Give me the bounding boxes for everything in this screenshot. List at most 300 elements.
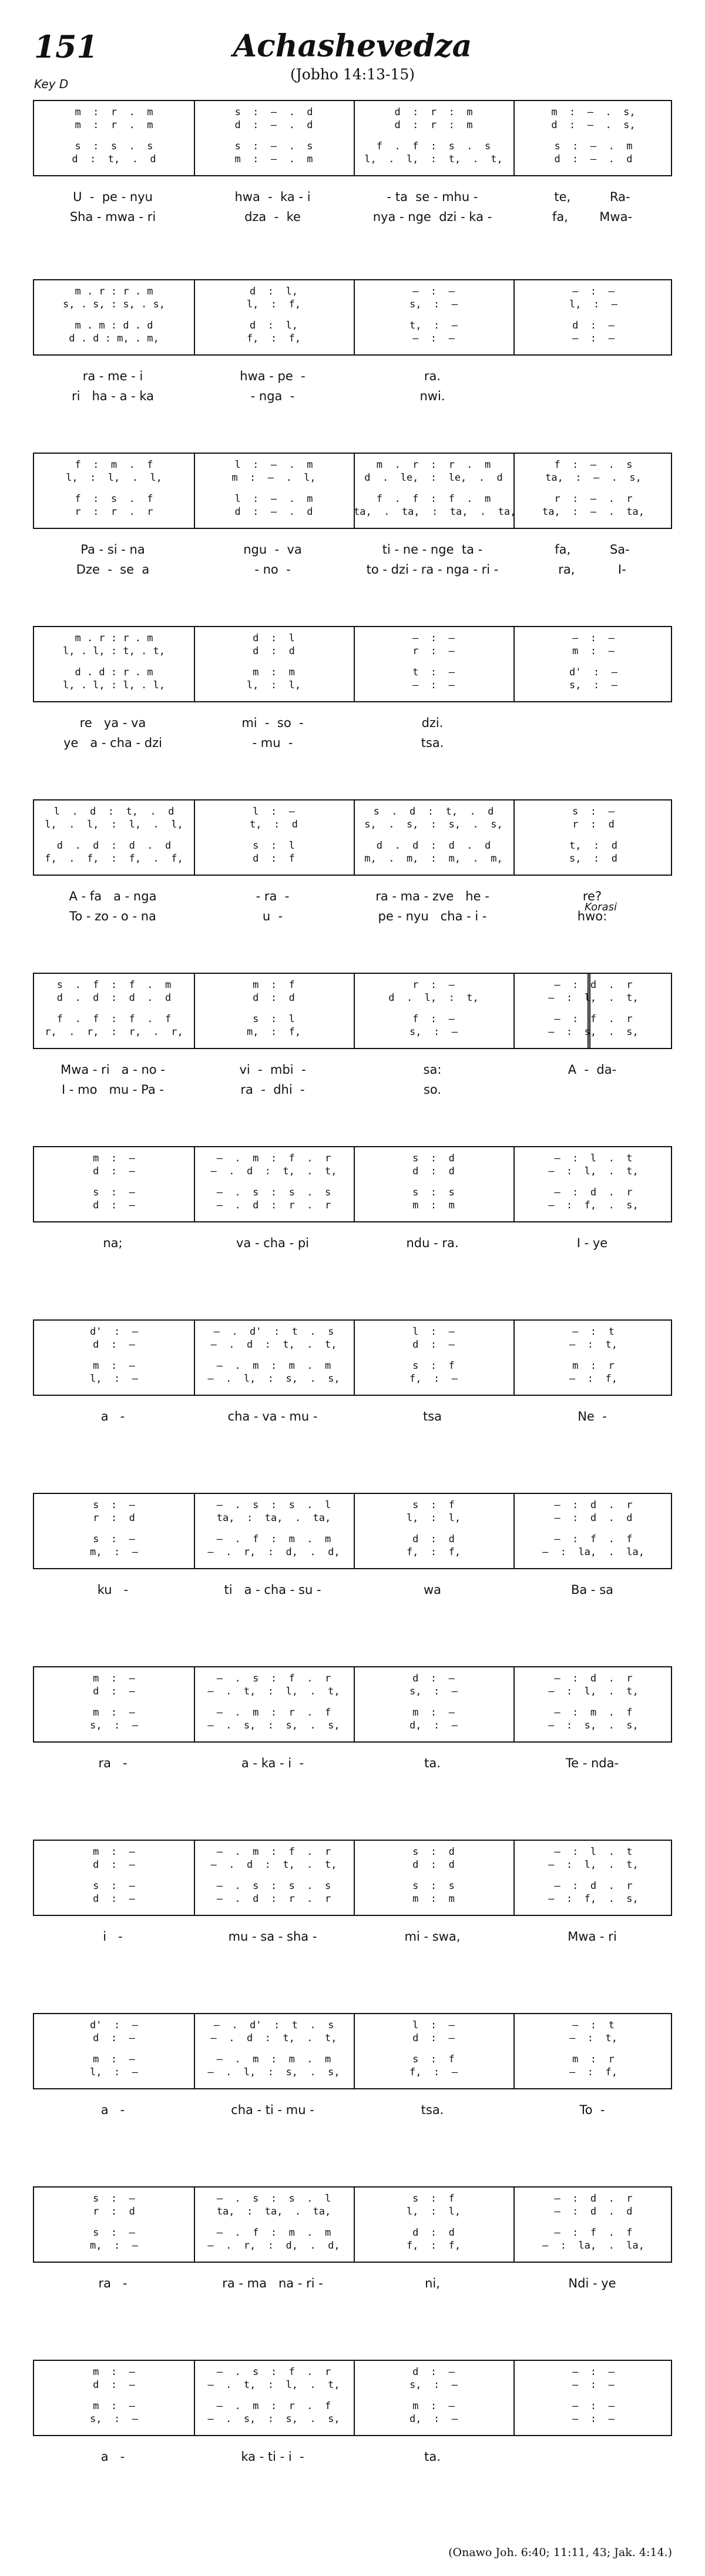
staff-box <box>33 100 672 176</box>
measure-notes: r : – . r <box>554 493 633 505</box>
measure-notes: l, . l, : l, . l, <box>45 819 183 830</box>
voice-part-row <box>34 806 673 817</box>
measure-notes: t, : d <box>250 819 298 830</box>
measure-notes: — : t <box>572 2019 615 2031</box>
voice-part-row <box>34 1707 673 1718</box>
staff-box <box>33 2186 672 2263</box>
measure-notes: m : — <box>93 2366 135 2378</box>
lyric-line <box>33 540 672 560</box>
measure-notes: l, : — <box>90 1373 138 1385</box>
lyric-syllables: ra - <box>98 2276 127 2290</box>
lyric-line <box>33 886 672 906</box>
voice-part-row <box>34 1673 673 1684</box>
lyric-syllables: ye a - cha - dzi <box>63 736 162 750</box>
lyric-syllables: Te - nda- <box>565 1756 619 1770</box>
lyric-syllables: ta. <box>424 1756 441 1770</box>
music-system <box>33 453 672 579</box>
measure-notes: – . d : t, . t, <box>210 1165 337 1177</box>
measure-notes: – . s, : s, . s, <box>207 2413 340 2425</box>
measure-notes: d' : — <box>569 666 617 678</box>
measure-notes: — : l, . t, <box>548 1859 639 1871</box>
lyric-syllables: ra - <box>98 1756 127 1770</box>
measure-notes: s : — <box>93 1880 135 1892</box>
voice-part-row <box>34 299 673 310</box>
measure-notes: d : l <box>253 632 295 644</box>
measure-notes: – . m : m . m <box>216 2054 331 2065</box>
measure-notes: — : f, . s, <box>548 1893 639 1905</box>
lyric-line <box>33 1080 672 1100</box>
lyric-syllables: dza - ke <box>244 210 301 224</box>
measure-notes: l, : l, <box>406 2206 461 2217</box>
lyric-line <box>33 1060 672 1080</box>
lyric-line <box>33 187 672 207</box>
measure-notes: s : – . d <box>234 106 313 118</box>
lyric-syllables: Mwa - ri <box>568 1930 617 1944</box>
measure-notes: d : f <box>253 853 295 865</box>
measure-notes: t, : — <box>409 320 458 331</box>
measure-notes: m : m <box>412 1893 455 1905</box>
lyric-line <box>33 2447 672 2467</box>
measure-notes: m . r : r . m <box>376 459 491 471</box>
lyric-line <box>33 906 672 926</box>
measure-notes: – . m : f . r <box>216 1153 331 1164</box>
lyric-syllables: cha - ti - mu - <box>231 2103 314 2117</box>
voice-part-row <box>34 2227 673 2238</box>
measure-notes: l, : f, <box>246 299 301 310</box>
lyric-syllables <box>512 366 672 386</box>
footnote-references: (Onawo Joh. 6:40; 11:11, 43; Jak. 4:14.) <box>448 2546 672 2559</box>
measure-notes: d : d <box>412 1165 455 1177</box>
measure-notes: m : — <box>412 2400 455 2412</box>
lyric-syllables: dzi. <box>421 716 444 730</box>
measure-notes: m : – . m <box>234 153 313 165</box>
lyric-syllables: sa: <box>423 1063 442 1077</box>
measure-notes: — : f, <box>569 2066 617 2078</box>
measure-notes: – . d : t, . t, <box>210 2032 337 2044</box>
music-system <box>33 973 672 1100</box>
measure-notes: d . d : m, . m, <box>69 333 159 344</box>
measure-notes: – . m : r . f <box>216 1707 331 1719</box>
lyric-line <box>33 560 672 579</box>
measure-notes: r : d <box>93 2206 135 2217</box>
lyric-syllables: u - <box>262 909 283 923</box>
measure-notes: – . r, : d, . d, <box>207 2240 340 2252</box>
voice-part-row <box>34 853 673 864</box>
voice-part-row <box>34 840 673 851</box>
measure-notes: m, : — <box>90 1546 138 1558</box>
voice-part-row <box>34 320 673 331</box>
lyric-syllables: Ndi - ye <box>568 2276 616 2290</box>
measure-notes: d : — <box>93 1200 135 1211</box>
measure-notes: — : f, . s, <box>548 1200 639 1211</box>
measure-notes: d : – . s, <box>551 119 636 131</box>
measure-notes: m : – . l, <box>231 472 316 484</box>
lyric-syllables: hwa - pe - <box>240 369 306 383</box>
measure-notes: l, . l, : l, . l, <box>63 679 165 691</box>
music-system <box>33 1146 672 1253</box>
measure-notes: l, : l, <box>406 1512 461 1524</box>
lyric-syllables: hwa - ka - i <box>234 190 311 204</box>
voice-part-row <box>34 460 673 470</box>
lyric-syllables: so. <box>423 1083 442 1097</box>
measure-notes: — : d . r <box>554 979 633 991</box>
measure-notes: — : — <box>412 286 455 297</box>
measure-notes: t, : d <box>569 840 617 852</box>
staff-box <box>33 1493 672 1569</box>
lyric-syllables: mi - so - <box>241 716 304 730</box>
voice-part-row <box>34 1153 673 1164</box>
measure-notes: f . f : f . f <box>56 1013 172 1025</box>
staff-box <box>33 1319 672 1396</box>
voice-part-row <box>34 1686 673 1697</box>
measure-notes: d : – . d <box>554 153 633 165</box>
lyric-syllables: cha - va - mu - <box>227 1409 318 1423</box>
measure-notes: – . f : m . m <box>216 1533 331 1545</box>
lyric-line <box>33 386 672 406</box>
lyric-syllables <box>512 1080 672 1100</box>
measure-notes: m : r <box>572 1360 615 1372</box>
measure-notes: – . s : f . r <box>216 2366 331 2378</box>
measure-notes: — : — <box>572 333 615 344</box>
measure-notes: — : — <box>412 632 455 644</box>
scripture-reference: (Jobho 14:13-15) <box>290 66 415 83</box>
lyric-syllables: tsa. <box>421 736 444 750</box>
measure-notes: s : – . m <box>554 140 633 152</box>
measure-notes: – . d : r . r <box>216 1893 331 1905</box>
measure-notes: s : f <box>412 1499 455 1511</box>
measure-notes: s, : — <box>90 2413 138 2425</box>
voice-part-row <box>34 2020 673 2031</box>
lyric-syllables: Pa - si - na <box>80 542 145 557</box>
measure-notes: – . s : s . l <box>216 2193 331 2205</box>
voice-part-row <box>34 1881 673 1891</box>
music-system <box>33 2013 672 2120</box>
measure-notes: d : — <box>572 320 615 331</box>
voice-part-row <box>34 2380 673 2390</box>
measure-notes: s, : — <box>409 2379 458 2391</box>
measure-notes: f : m . f <box>75 459 153 471</box>
voice-part-row <box>34 507 673 517</box>
lyric-line <box>33 1753 672 1773</box>
measure-notes: s : l <box>253 1013 295 1025</box>
measure-notes: m : m <box>412 1200 455 1211</box>
measure-notes: d . d : r . m <box>75 666 153 678</box>
measure-notes: — : d . d <box>554 1512 633 1524</box>
measure-notes: f, : — <box>409 1373 458 1385</box>
measure-notes: d : – . d <box>234 506 313 518</box>
measure-notes: l, : — <box>569 299 617 310</box>
lyric-syllables: Sha - mwa - ri <box>69 210 156 224</box>
measure-notes: – . m : f . r <box>216 1846 331 1858</box>
measure-notes: — : la, . la, <box>542 1546 644 1558</box>
measure-notes: d : l, <box>250 320 298 331</box>
measure-notes: – . s : s . s <box>216 1187 331 1198</box>
lyric-syllables: ra. <box>424 369 441 383</box>
measure-notes: s : l <box>253 840 295 852</box>
lyric-syllables: - ta se - mhu - <box>387 190 478 204</box>
measure-notes: — : s, . s, <box>548 1026 639 1038</box>
measure-notes: m : — <box>93 1673 135 1684</box>
measure-notes: r : — <box>412 645 455 657</box>
measure-notes: m : f <box>253 979 295 991</box>
measure-notes: s : – . s <box>234 140 313 152</box>
lyric-syllables: ta. <box>424 2450 441 2464</box>
measure-notes: d : — <box>412 2032 455 2044</box>
lyric-syllables: tsa. <box>421 2103 444 2117</box>
measure-notes: s : s <box>412 1880 455 1892</box>
measure-notes: f, : — <box>409 2066 458 2078</box>
measure-notes: – . d : t, . t, <box>210 1859 337 1871</box>
measure-notes: – . m : m . m <box>216 1360 331 1372</box>
measure-notes: — : — <box>572 632 615 644</box>
voice-part-row <box>34 107 673 118</box>
music-system <box>33 1840 672 1947</box>
measure-notes: s, : — <box>90 1720 138 1731</box>
measure-notes: — : f . f <box>554 2227 633 2239</box>
measure-notes: d' : — <box>90 2019 138 2031</box>
lyric-line <box>33 1927 672 1947</box>
lyric-syllables <box>512 386 672 406</box>
measure-notes: r : — <box>412 979 455 991</box>
measure-notes: d : — <box>93 1893 135 1905</box>
measure-notes: s : s . s <box>75 140 153 152</box>
lyric-line <box>33 733 672 753</box>
lyric-syllables: va - cha - pi <box>236 1236 310 1250</box>
measure-notes: l, : l, <box>246 679 301 691</box>
measure-notes: t : — <box>412 666 455 678</box>
measure-notes: d : — <box>93 1165 135 1177</box>
lyric-syllables: Ba - sa <box>570 1583 613 1597</box>
lyric-line <box>33 1233 672 1253</box>
voice-part-row <box>34 494 673 504</box>
measure-notes: m, : f, <box>246 1026 301 1038</box>
voice-part-row <box>34 993 673 1003</box>
measure-notes: d : — <box>93 2379 135 2391</box>
voice-part-row <box>34 1014 673 1024</box>
measure-notes: f, . f, : f, . f, <box>45 853 183 865</box>
lyric-syllables: na; <box>103 1236 123 1250</box>
lyric-syllables: fa, Mwa- <box>552 210 633 224</box>
measure-notes: — : — <box>572 2413 615 2425</box>
measure-notes: l, . l, : t, . t, <box>63 645 165 657</box>
measure-notes: — : la, . la, <box>542 2240 644 2252</box>
lyric-line <box>33 2273 672 2293</box>
music-system <box>33 2186 672 2293</box>
measure-notes: r, . r, : r, . r, <box>45 1026 183 1038</box>
measure-notes: s : f <box>412 1360 455 1372</box>
lyric-syllables: vi - mbi - <box>239 1063 306 1077</box>
lyric-syllables: a - <box>100 1409 125 1423</box>
measure-notes: — : — <box>412 679 455 691</box>
voice-part-row <box>34 1339 673 1350</box>
lyric-syllables: mu - sa - sha - <box>228 1930 317 1944</box>
measure-notes: s : f <box>412 2193 455 2205</box>
measure-notes: f : – . s <box>554 459 633 471</box>
lyric-syllables: ra - dhi - <box>240 1083 305 1097</box>
music-system <box>33 799 672 926</box>
staff-box <box>33 799 672 876</box>
lyric-syllables: te, Ra- <box>554 190 630 204</box>
measure-notes: d : – . d <box>234 119 313 131</box>
measure-notes: d . le, : le, . d <box>364 472 503 484</box>
lyric-line <box>33 1406 672 1426</box>
voice-part-row <box>34 819 673 830</box>
lyric-syllables: a - ka - i - <box>241 1756 304 1770</box>
lyric-syllables: re ya - va <box>79 716 146 730</box>
lyric-syllables: ri ha - a - ka <box>71 389 155 403</box>
measure-notes: s : f <box>412 2054 455 2065</box>
lyric-line <box>33 2100 672 2120</box>
measure-notes: ta, : – . ta, <box>542 506 644 518</box>
lyric-syllables: A - fa a - nga <box>69 889 157 903</box>
measure-notes: s : — <box>93 1499 135 1511</box>
measure-notes: d : d <box>412 2227 455 2239</box>
measure-notes: l : — <box>253 806 295 818</box>
measure-notes: m : — <box>93 1360 135 1372</box>
lyric-syllables: ra, I- <box>558 562 626 577</box>
measure-notes: l : — <box>412 2019 455 2031</box>
measure-notes: m : r . m <box>75 106 153 118</box>
measure-notes: – . d' : t . s <box>213 2019 334 2031</box>
measure-notes: — : — <box>412 333 455 344</box>
measure-notes: s : — <box>93 1533 135 1545</box>
voice-part-row <box>34 1513 673 1523</box>
lyric-syllables <box>512 2447 672 2467</box>
lyric-syllables: ndu - ra. <box>406 1236 459 1250</box>
music-system <box>33 2360 672 2467</box>
lyric-syllables: ka - ti - i - <box>241 2450 304 2464</box>
measure-notes: s . d : t, . d <box>373 806 494 818</box>
lyric-syllables: - no - <box>254 562 291 577</box>
measure-notes: – . s : s . l <box>216 1499 331 1511</box>
voice-part-row <box>34 1860 673 1870</box>
key-signature: Key D <box>34 77 69 91</box>
measure-notes: d : d <box>253 992 295 1004</box>
lyric-syllables: re? <box>582 889 602 903</box>
measure-notes: d : — <box>412 1339 455 1351</box>
measure-notes: — : t <box>572 1326 615 1338</box>
voice-part-row <box>34 1847 673 1857</box>
lyric-syllables: tsa <box>422 1409 442 1423</box>
measure-notes: — : d . d <box>554 2206 633 2217</box>
lyric-syllables: ti a - cha - su - <box>224 1583 321 1597</box>
lyric-syllables: To - zo - o - na <box>69 909 156 923</box>
measure-notes: — : d . r <box>554 1673 633 1684</box>
measure-notes: d : d <box>412 1859 455 1871</box>
measure-notes: m : – . s, <box>551 106 636 118</box>
voice-part-row <box>34 646 673 656</box>
measure-notes: — : — <box>572 2366 615 2378</box>
measure-notes: m : — <box>93 1153 135 1164</box>
measure-notes: — : — <box>572 2400 615 2412</box>
voice-part-row <box>34 120 673 130</box>
measure-notes: d : r : m <box>394 119 473 131</box>
lyric-syllables: to - dzi - ra - nga - ri - <box>366 562 499 577</box>
measure-notes: s, . s, : s, . s, <box>63 299 165 310</box>
voice-part-row <box>34 1500 673 1510</box>
measure-notes: — : t, <box>569 1339 617 1351</box>
measure-notes: m . m : d . d <box>75 320 153 331</box>
lyric-syllables: mi - swa, <box>404 1930 461 1944</box>
measure-notes: m : — <box>93 2400 135 2412</box>
voice-part-row <box>34 2067 673 2078</box>
lyric-syllables: Mwa - ri a - no - <box>61 1063 165 1077</box>
measure-notes: d : — <box>412 2366 455 2378</box>
measure-notes: s, : — <box>409 299 458 310</box>
lyric-syllables: nwi. <box>419 389 445 403</box>
voice-part-row <box>34 1200 673 1211</box>
measure-notes: s : d <box>412 1846 455 1858</box>
lyric-syllables: I - mo mu - Pa - <box>62 1083 164 1097</box>
lyric-syllables: - nga - <box>250 389 295 403</box>
measure-notes: — : f . r <box>554 1013 633 1025</box>
staff-box <box>33 1840 672 1916</box>
voice-part-row <box>34 1166 673 1177</box>
voice-part-row <box>34 2206 673 2217</box>
measure-notes: m : m <box>253 666 295 678</box>
measure-notes: — : l . t <box>554 1153 633 1164</box>
lyric-syllables: nya - nge dzi - ka - <box>372 210 492 224</box>
measure-notes: – . t, : l, . t, <box>207 1686 340 1697</box>
measure-notes: s : — <box>93 2227 135 2239</box>
voice-part-row <box>34 2367 673 2377</box>
lyric-syllables: a - <box>100 2103 125 2117</box>
measure-notes: s, : d <box>569 853 617 865</box>
voice-part-row <box>34 1894 673 1904</box>
measure-notes: m, : — <box>90 2240 138 2252</box>
voice-part-row <box>34 680 673 691</box>
measure-notes: — : l, . t, <box>548 1165 639 1177</box>
staff-box <box>33 1666 672 1743</box>
voice-part-row <box>34 2414 673 2424</box>
measure-notes: f : s . f <box>75 493 153 505</box>
voice-part-row <box>34 1720 673 1731</box>
measure-notes: d : r : m <box>394 106 473 118</box>
lyric-syllables: ra - ma - zve he - <box>375 889 489 903</box>
measure-notes: m : — <box>93 2054 135 2065</box>
measure-notes: d : — <box>412 1673 455 1684</box>
measure-notes: d, : — <box>409 1720 458 1731</box>
measure-notes: ta, : ta, . ta, <box>216 1512 331 1524</box>
measure-notes: d . d : d . d <box>56 992 172 1004</box>
measure-notes: – . s : s . s <box>216 1880 331 1892</box>
lyric-syllables: To - <box>579 2103 605 2117</box>
staff-box <box>33 279 672 356</box>
measure-notes: d . d : d . d <box>56 840 172 852</box>
measure-notes: m : — <box>93 1846 135 1858</box>
measure-notes: — : d . r <box>554 1499 633 1511</box>
voice-part-row <box>34 2401 673 2411</box>
measure-notes: m . r : r . m <box>75 632 153 644</box>
lyric-syllables: hwo: <box>577 909 607 923</box>
lyric-syllables: ra - me - i <box>82 369 143 383</box>
measure-notes: s : — <box>93 2193 135 2205</box>
voice-part-row <box>34 1534 673 1545</box>
measure-notes: – . s : f . r <box>216 1673 331 1684</box>
measure-notes: – . f : m . m <box>216 2227 331 2239</box>
measure-notes: f . f : s . s <box>376 140 491 152</box>
measure-notes: m : — <box>572 645 615 657</box>
lyric-line <box>33 366 672 386</box>
measure-notes: — : m . f <box>554 1707 633 1719</box>
measure-notes: – . m : r . f <box>216 2400 331 2412</box>
measure-notes: — : d . r <box>554 1187 633 1198</box>
voice-part-row <box>34 2033 673 2044</box>
measure-notes: r : d <box>572 819 615 830</box>
voice-part-row <box>34 1187 673 1198</box>
music-system <box>33 100 672 227</box>
measure-notes: l, : l, . l, <box>66 472 162 484</box>
